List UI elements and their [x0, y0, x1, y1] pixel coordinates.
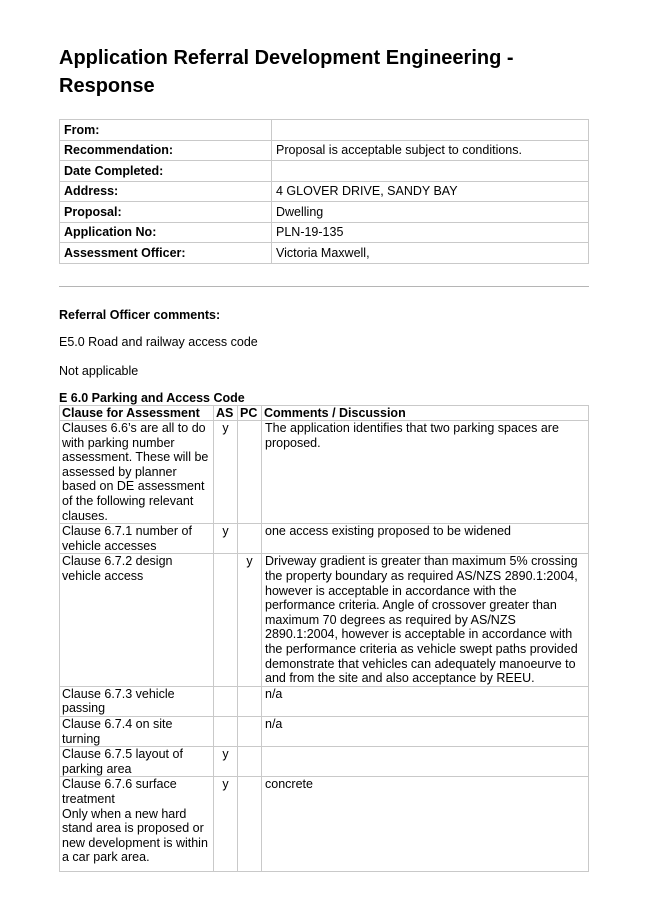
info-row [60, 222, 589, 243]
pc-cell [238, 421, 262, 524]
page-title: Application Referral Development Engineering - Response [59, 47, 514, 97]
pc-cell [238, 777, 262, 872]
as-cell [214, 716, 238, 746]
as-cell: y [214, 777, 238, 872]
as-cell [214, 686, 238, 716]
info-value [272, 120, 589, 141]
clause-cell: Clause 6.7.1 number of vehicle accesses [60, 524, 214, 554]
clause-cell: Clause 6.7.2 design vehicle access [60, 554, 214, 686]
pc-cell [238, 747, 262, 777]
info-label: From: [60, 120, 272, 141]
referral-info-table [59, 119, 589, 264]
info-row [60, 140, 589, 161]
info-label: Assessment Officer: [60, 243, 272, 264]
header-pc: PC [238, 405, 262, 421]
table-header-row [60, 405, 589, 421]
table-row [60, 777, 589, 872]
clause-cell: Clause 6.7.3 vehicle passing [60, 686, 214, 716]
e5-heading: E5.0 Road and railway access code [59, 334, 258, 349]
info-row [60, 202, 589, 223]
header-as: AS [214, 405, 238, 421]
info-value: 4 GLOVER DRIVE, SANDY BAY [272, 181, 589, 202]
clause-cell: Clause 6.7.6 surface treatment Only when a new hard stand area is proposed or new development is within a car park area. [60, 777, 214, 872]
info-value: Dwelling [272, 202, 589, 223]
info-label: Application No: [60, 222, 272, 243]
comment-cell: n/a [262, 716, 589, 746]
info-value: PLN-19-135 [272, 222, 589, 243]
info-row [60, 120, 589, 141]
comment-cell: concrete [262, 777, 589, 872]
info-label: Recommendation: [60, 140, 272, 161]
info-value [272, 161, 589, 182]
as-cell: y [214, 421, 238, 524]
pc-cell: y [238, 554, 262, 686]
info-row [60, 243, 589, 264]
comment-cell [262, 747, 589, 777]
info-label: Date Completed: [60, 161, 272, 182]
e6-heading: E 6.0 Parking and Access Code [59, 390, 245, 405]
e5-status: Not applicable [59, 363, 139, 378]
section-divider [59, 286, 589, 287]
as-cell: y [214, 524, 238, 554]
table-row [60, 554, 589, 686]
table-row [60, 421, 589, 524]
table-row [60, 524, 589, 554]
table-row [60, 747, 589, 777]
header-clause: Clause for Assessment [60, 405, 214, 421]
clause-cell: Clauses 6.6’s are all to do with parking number assessment. These will be assessed by planner based on DE assessment of the following relevant clauses. [60, 421, 214, 524]
table-row [60, 716, 589, 746]
info-label: Address: [60, 181, 272, 202]
clause-cell: Clause 6.7.5 layout of parking area [60, 747, 214, 777]
info-value: Proposal is acceptable subject to conditions. [272, 140, 589, 161]
pc-cell [238, 686, 262, 716]
info-row [60, 181, 589, 202]
comment-cell: n/a [262, 686, 589, 716]
pc-cell [238, 716, 262, 746]
referral-comments-heading: Referral Officer comments: [59, 307, 221, 322]
info-row [60, 161, 589, 182]
clause-cell: Clause 6.7.4 on site turning [60, 716, 214, 746]
as-cell: y [214, 747, 238, 777]
document-page [59, 44, 589, 872]
table-row [60, 686, 589, 716]
info-label: Proposal: [60, 202, 272, 223]
comment-cell: The application identifies that two parking spaces are proposed. [262, 421, 589, 524]
pc-cell [238, 524, 262, 554]
parking-access-table [59, 405, 589, 872]
header-comments: Comments / Discussion [262, 405, 589, 421]
comment-cell: one access existing proposed to be widened [262, 524, 589, 554]
info-value: Victoria Maxwell, [272, 243, 589, 264]
comment-cell: Driveway gradient is greater than maximum 5% crossing the property boundary as required AS/NZS 2890.1:2004, however is acceptable in accordance with the performance criteria. Angle of crossover greater than maximum 70 degrees as required by AS/NZS 2890.1:2004, however is acceptable in accordance with the performance criteria as vehicle swept paths provided demonstrate that vehicles can adequately manoeurve to and from the site and also acceptance by REEU. [262, 554, 589, 686]
as-cell [214, 554, 238, 686]
